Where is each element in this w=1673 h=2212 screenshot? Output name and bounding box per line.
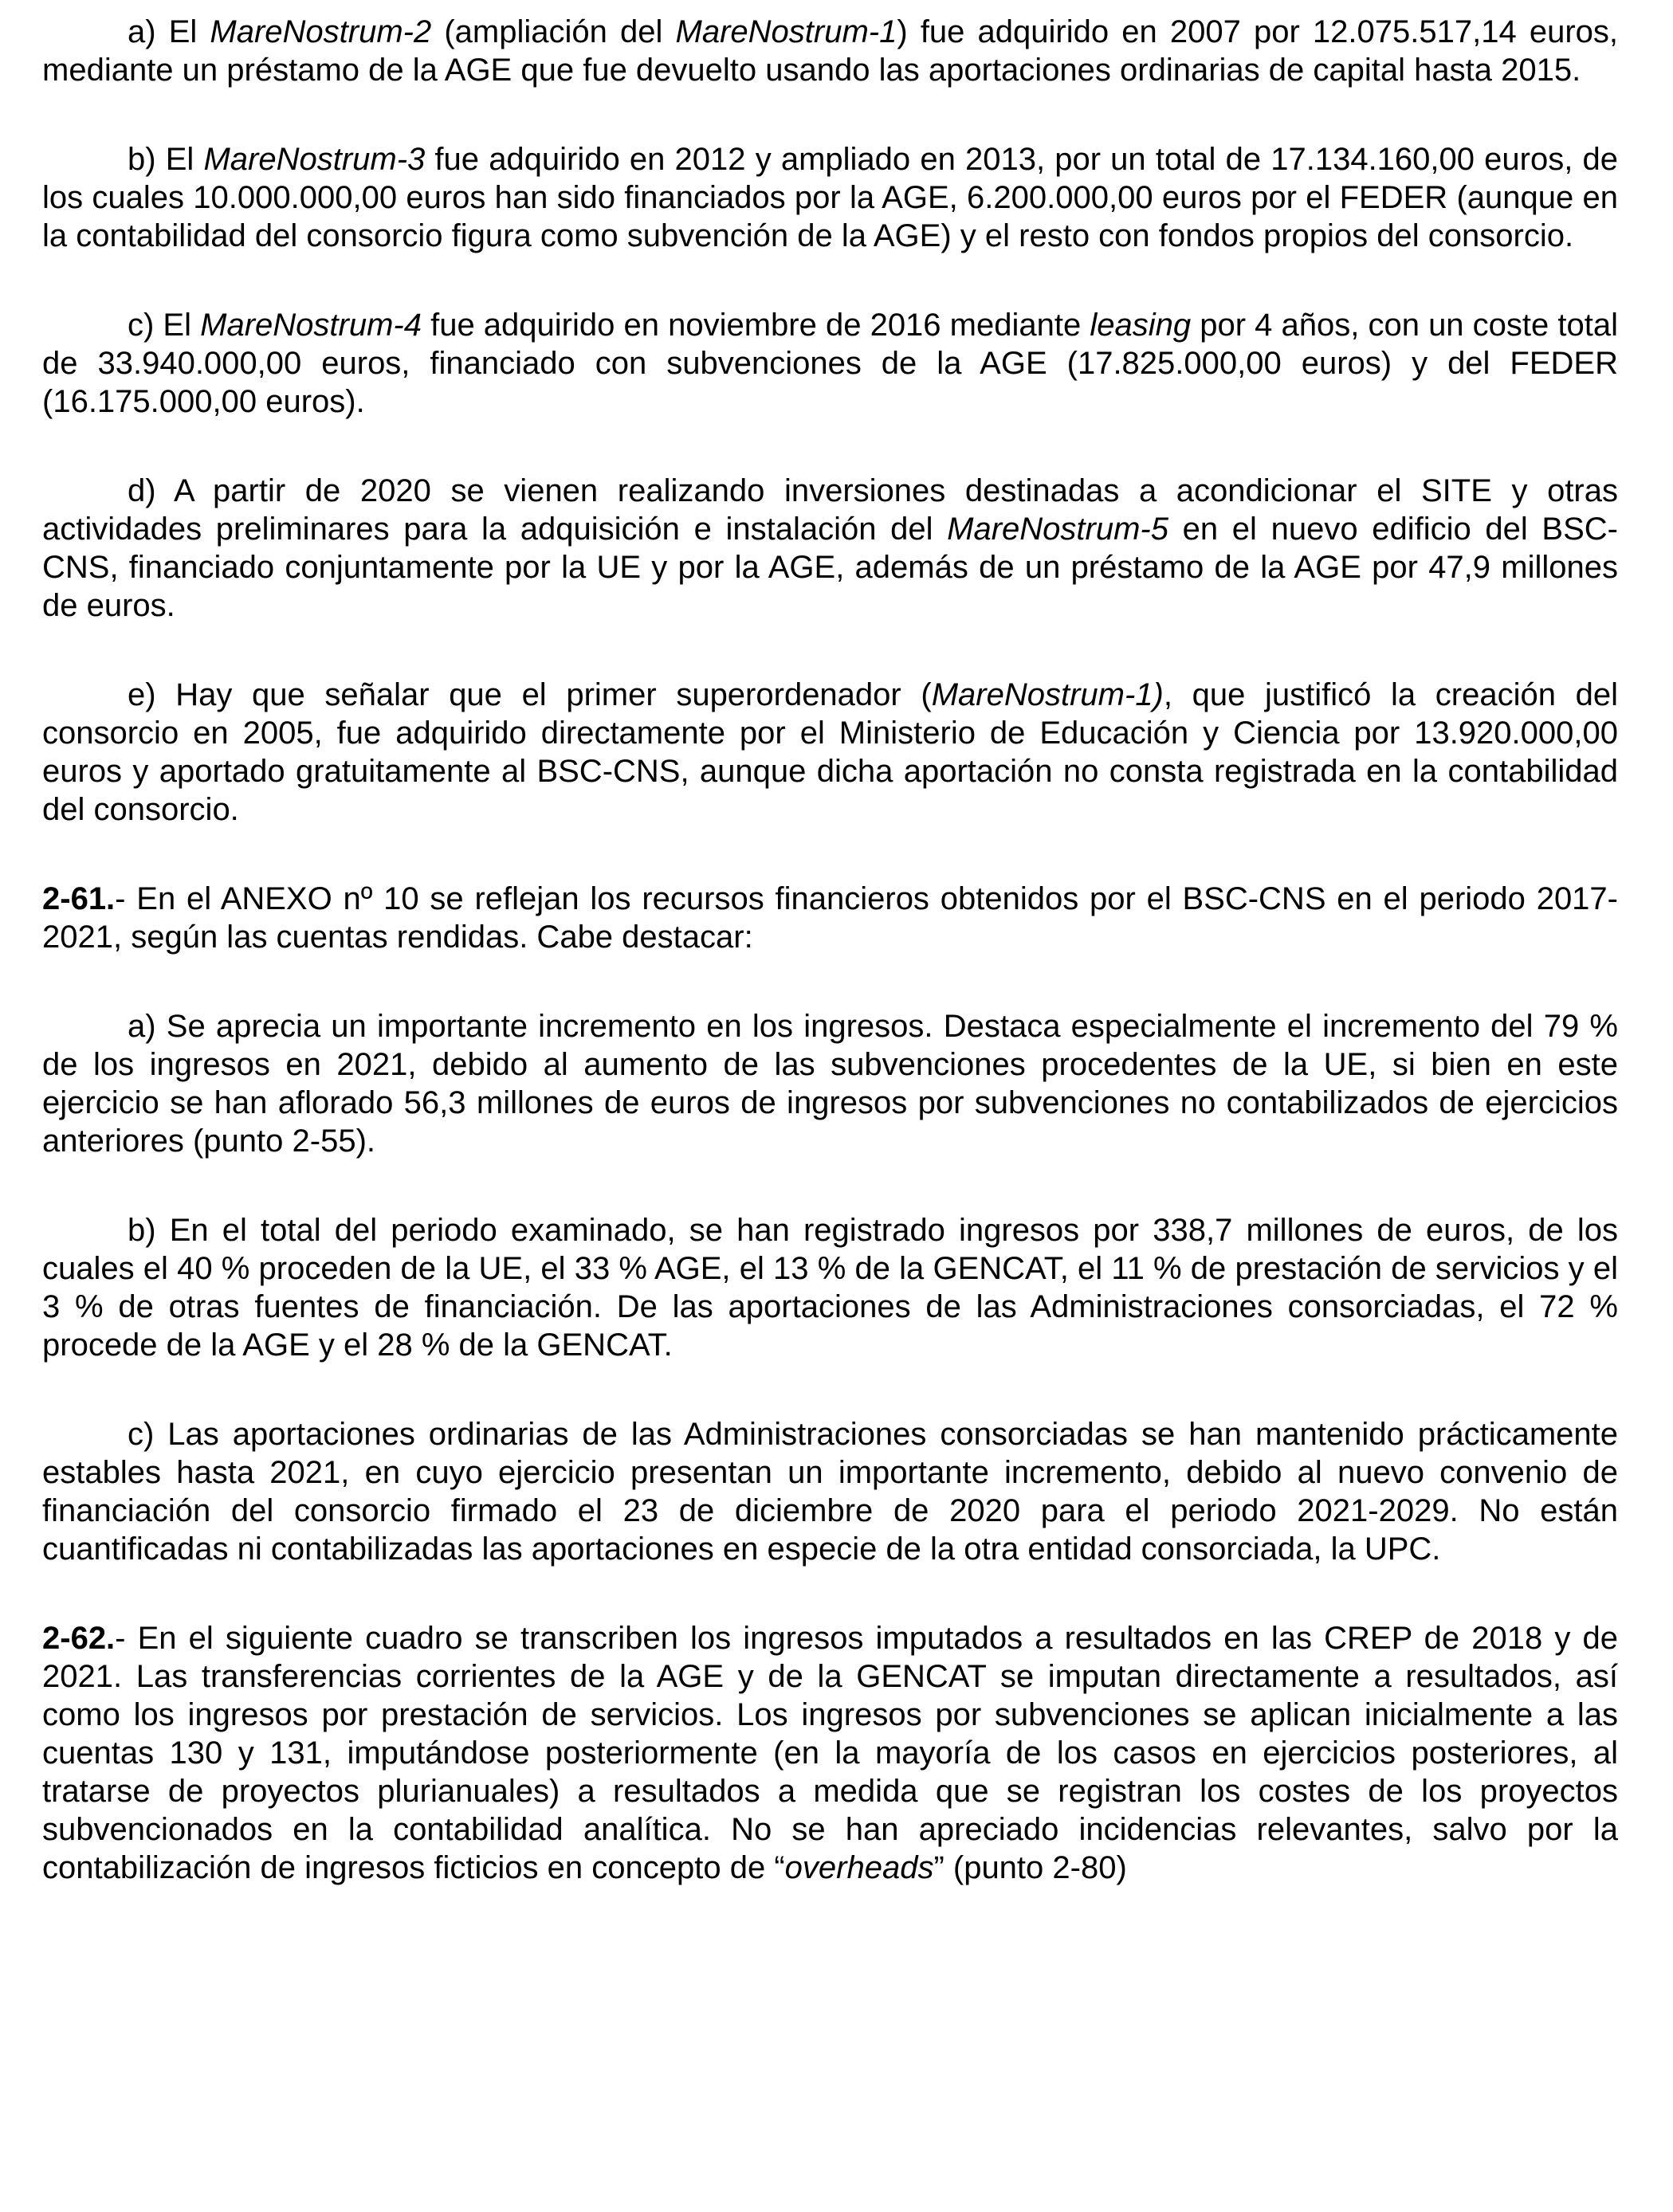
text-segment: e) Hay que señalar que el primer superordenador ( [128, 677, 932, 712]
text-segment: en el nuevo edificio del BSC-CNS, financiado conjuntamente por la UE y por la AGE, además de un préstamo de la AGE por 47,9 millones de euros. [42, 512, 1618, 623]
text-segment: b) En el total del periodo examinado, se han registrado ingresos por 338,7 millones de euros, de los cuales el 40 % proceden de la UE, el 33 % AGE, el 13 % de la GENCAT, el 11 % de prestación de servicios y el 3 % de otras fuentes de financiación. De las aportaciones de las Administraciones consorciadas, el 72 % procede de la AGE y el 28 % de la GENCAT. [42, 1213, 1618, 1363]
text-segment: - En el siguiente cuadro se transcriben los ingresos imputados a resultados en las CREP de 2018 y de 2021. Las transferencias corrientes de la AGE y de la GENCAT se imputan directamente a resultados, así como los ingresos por prestación de servicios. Los ingresos por subvenciones se aplican inicialmente a las cuentas 130 y 131, imputándose posteriormente (en la mayoría de los casos en ejercicios posteriores, al tratarse de proyectos plurianuales) a resultados a medida que se registran los costes de los proyectos subvencionados en la contabilidad analítica. No se han apreciado incidencias relevantes, salvo por la contabilización de ingresos ficticios en concepto de “ [42, 1621, 1618, 1885]
text-segment: fue adquirido en noviembre de 2016 mediante [421, 308, 1090, 343]
text-segment: b) El [128, 142, 204, 177]
paragraph-item-c-marenostrum-4 [42, 306, 1618, 421]
text-segment: 2-61. [42, 881, 116, 916]
paragraph-item-a-ingresos [42, 1007, 1618, 1160]
paragraph-point-2-62 [42, 1619, 1618, 1887]
paragraph-item-c-aportaciones [42, 1415, 1618, 1568]
text-segment: c) El [128, 308, 201, 343]
text-segment: c) Las aportaciones ordinarias de las Administraciones consorciadas se han mantenido prácticamente estables hasta 2021, en cuyo ejercicio presentan un importante incremento, debido al nuevo convenio de financiación del consorcio firmado el 23 de diciembre de 2020 para el periodo 2021-2029. No están cuantificadas ni contabilizadas las aportaciones en especie de la otra entidad consorciada, la UPC. [42, 1417, 1618, 1567]
text-segment: 2-62. [42, 1621, 116, 1656]
paragraph-item-b-marenostrum-3 [42, 140, 1618, 255]
text-segment: leasing [1090, 308, 1192, 343]
text-segment: por 4 años, con un coste total de 33.940.000,00 euros, financiado con subvenciones de la AGE (17.825.000,00 euros) y del FEDER (16.175.000,00 euros). [42, 308, 1618, 419]
paragraph-point-2-61 [42, 880, 1618, 956]
text-segment: - En el ANEXO nº 10 se reflejan los recursos financieros obtenidos por el BSC-CNS en el periodo 2017-2021, según las cuentas rendidas. Cabe destacar: [42, 881, 1618, 955]
text-segment: ” (punto 2-80) [933, 1850, 1127, 1885]
paragraph-item-a-marenostrum-2 [42, 13, 1618, 89]
paragraphs-container [42, 13, 1618, 1887]
text-segment: a) Se aprecia un importante incremento en los ingresos. Destaca especialmente el incremento del 79 % de los ingresos en 2021, debido al aumento de las subvenciones procedentes de la UE, si bien en este ejercicio se han aflorado 56,3 millones de euros de ingresos por subvenciones no contabilizados de ejercicios anteriores (punto 2-55). [42, 1009, 1618, 1159]
text-segment: (ampliación del [431, 14, 676, 49]
text-segment: overheads [784, 1850, 934, 1885]
text-segment: a) El [128, 14, 210, 49]
text-segment: d) A partir de 2020 se vienen realizando inversiones destinadas a acondicionar el SITE y otras actividades preliminares para la adquisición e instalación del [42, 473, 1618, 547]
text-segment: MareNostrum-1 [675, 14, 897, 49]
paragraph-item-e-marenostrum-1 [42, 676, 1618, 829]
paragraph-item-b-periodo [42, 1211, 1618, 1364]
text-segment: MareNostrum-3 [203, 142, 426, 177]
text-segment: MareNostrum-5 [947, 512, 1168, 547]
text-segment: MareNostrum-2 [210, 14, 432, 49]
text-segment: ) fue adquirido en 2007 por 12.075.517,14 euros, mediante un préstamo de la AGE que fue devuelto usando las aportaciones ordinarias de capital hasta 2015. [42, 14, 1619, 88]
text-segment: fue adquirido en 2012 y ampliado en 2013, por un total de 17.134.160,00 euros, de los cuales 10.000.000,00 euros han sido financiados por la AGE, 6.200.000,00 euros por el FEDER (aunque en la contabilidad del consorcio figura como subvención de la AGE) y el resto con fondos propios del consorcio. [42, 142, 1618, 253]
paragraph-item-d-marenostrum-5 [42, 472, 1618, 625]
text-segment: MareNostrum-4 [200, 308, 422, 343]
text-segment: MareNostrum-1) [931, 677, 1164, 712]
text-segment: , que justificó la creación del consorcio en 2005, fue adquirido directamente por el Ministerio de Educación y Ciencia por 13.920.000,00 euros y aportado gratuitamente al BSC-CNS, aunque dicha aportación no consta registrada en la contabilidad del consorcio. [42, 677, 1618, 827]
